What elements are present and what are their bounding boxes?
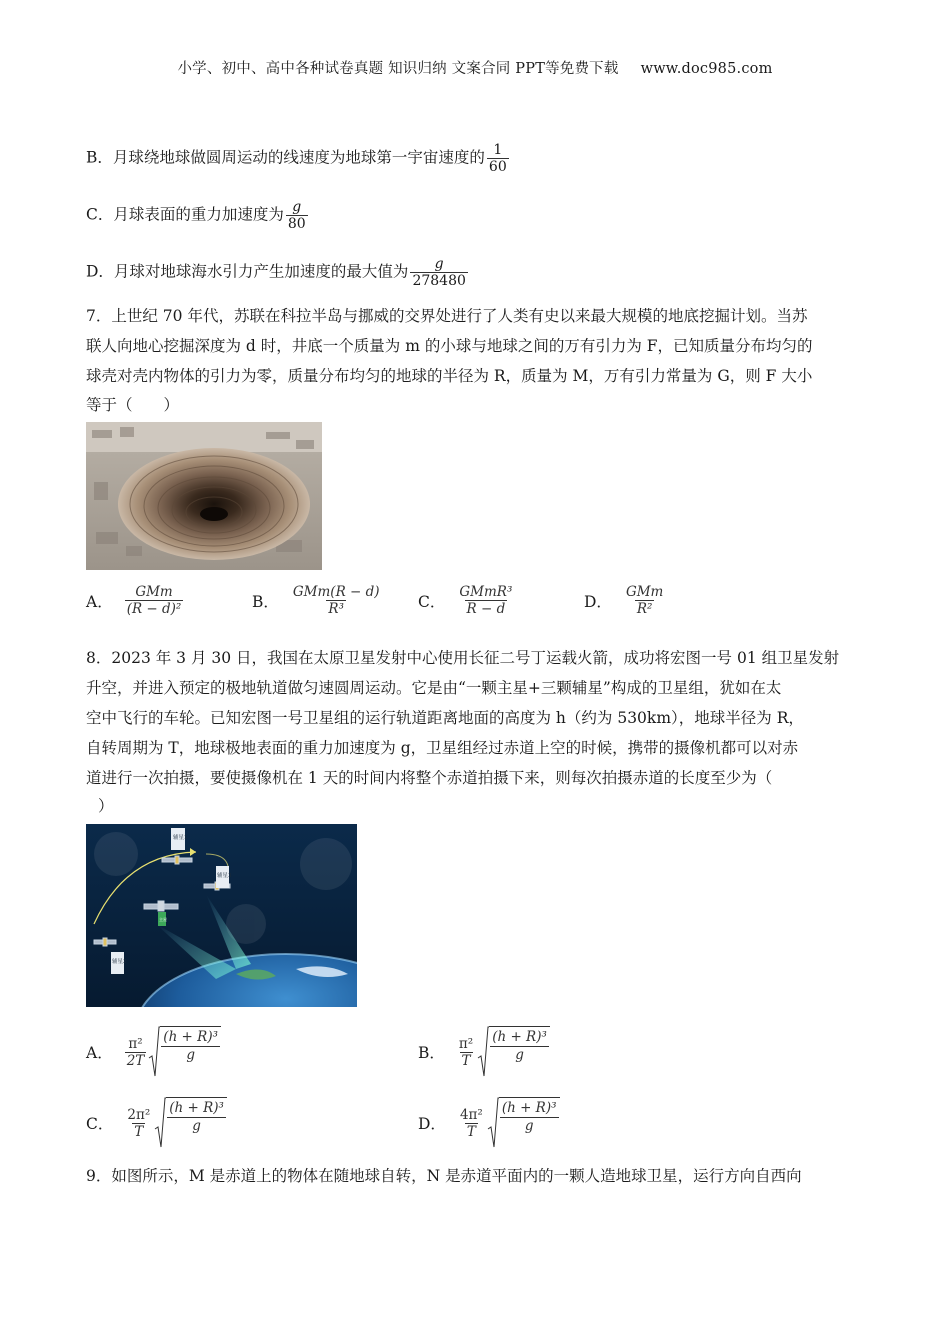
q9-stem-line1: 9．如图所示，M 是赤道上的物体在随地球自转，N 是赤道平面内的一颗人造地球卫星，运行方向自西向: [86, 1167, 802, 1185]
q7-stem-line2: 联人向地心挖掘深度为 d 时，井底一个质量为 m 的小球与地球之间的万有引力为 F，已知质量分布均匀的: [86, 337, 813, 355]
header-site-link[interactable]: www.doc985.com: [640, 61, 773, 77]
q8-stem-line6: ）: [98, 797, 114, 815]
page-header: [0, 57, 950, 78]
q6-option-c[interactable]: C．月球表面的重力加速度为 $\frac{g}{80}$: [86, 199, 306, 232]
q8-option-c[interactable]: C． $\frac{\text{2π²}}{T}$ (h + R)³ g: [86, 1097, 227, 1149]
sqrt-expression: (h + R)³ g: [487, 1097, 560, 1149]
aux2-label: 辅星2: [112, 959, 127, 965]
q6-option-d[interactable]: D．月球对地球海水引力产生加速度的最大值为 $\frac{g}{278480}$: [86, 256, 466, 289]
aux1-label: 辅星1: [173, 835, 188, 841]
main-label: 主星: [159, 917, 167, 922]
q8-option-d[interactable]: D． $\frac{\text{4π²}}{T}$ (h + R)³ g: [418, 1097, 560, 1149]
q8-stem-line2: 升空，并进入预定的极地轨道做匀速圆周运动。它是由“一颗主星+三颗辅星”构成的卫星组，犹如在太: [86, 679, 782, 697]
header-text: 小学、初中、高中各种试卷真题 知识归纳 文案合同 PPT等免费下载: [177, 61, 619, 77]
aux3-label: 辅星3: [217, 873, 232, 879]
q8-stem-line1: 8．2023 年 3 月 30 日，我国在太原卫星发射中心使用长征二号丁运载火箭，成功将宏图一号 01 组卫星发射: [86, 649, 840, 667]
q8-stem-line5: 道进行一次拍摄，要使摄像机在 1 天的时间内将整个赤道拍摄下来，则每次拍摄赤道的长度至少为（: [86, 769, 773, 787]
sqrt-expression: (h + R)³ g: [154, 1097, 227, 1149]
q8-option-a[interactable]: A． $\frac{\text{π²}}{2T}$ (h + R)³ g: [86, 1026, 221, 1078]
q7-option-b[interactable]: B． $\frac{\text{GMm(R − d)}}{\text{R³}}$: [252, 584, 380, 617]
q7-option-a[interactable]: A． $\frac{\text{GMm}}{\text{(R − d)²}}$: [86, 584, 182, 617]
q7-option-c[interactable]: C． $\frac{\text{GMmR³}}{R - d}$: [418, 584, 513, 617]
q8-stem-line3: 空中飞行的车轮。已知宏图一号卫星组的运行轨道距离地面的高度为 h（约为 530km），地球半径为 R，: [86, 709, 804, 727]
q6-option-b[interactable]: B．月球绕地球做圆周运动的线速度为地球第一宇宙速度的 $\frac{1}{60}$: [86, 142, 507, 175]
q7-stem-line1: 7．上世纪 70 年代，苏联在科拉半岛与挪威的交界处进行了人类有史以来最大规模的地底挖掘计划。当苏: [86, 307, 808, 325]
q7-stem-line4: 等于（ ）: [86, 396, 180, 414]
q8-stem-line4: 自转周期为 T，地球极地表面的重力加速度为 g，卫星组经过赤道上空的时候，携带的摄像机都可以对赤: [86, 739, 799, 757]
sqrt-expression: (h + R)³ g: [148, 1026, 221, 1078]
mine-pit-photo: [86, 422, 322, 570]
sqrt-expression: (h + R)³ g: [477, 1026, 550, 1078]
q7-option-d[interactable]: D． $\frac{\text{GMm}}{\text{R²}}$: [584, 584, 664, 617]
q7-stem-line3: 球壳对壳内物体的引力为零，质量分布均匀的地球的半径为 R，质量为 M，万有引力常量为 G，则 F 大小: [86, 367, 813, 385]
q8-option-b[interactable]: B． $\frac{\text{π²}}{T}$ (h + R)³ g: [418, 1026, 550, 1078]
satellite-constellation-image: [86, 824, 357, 1007]
